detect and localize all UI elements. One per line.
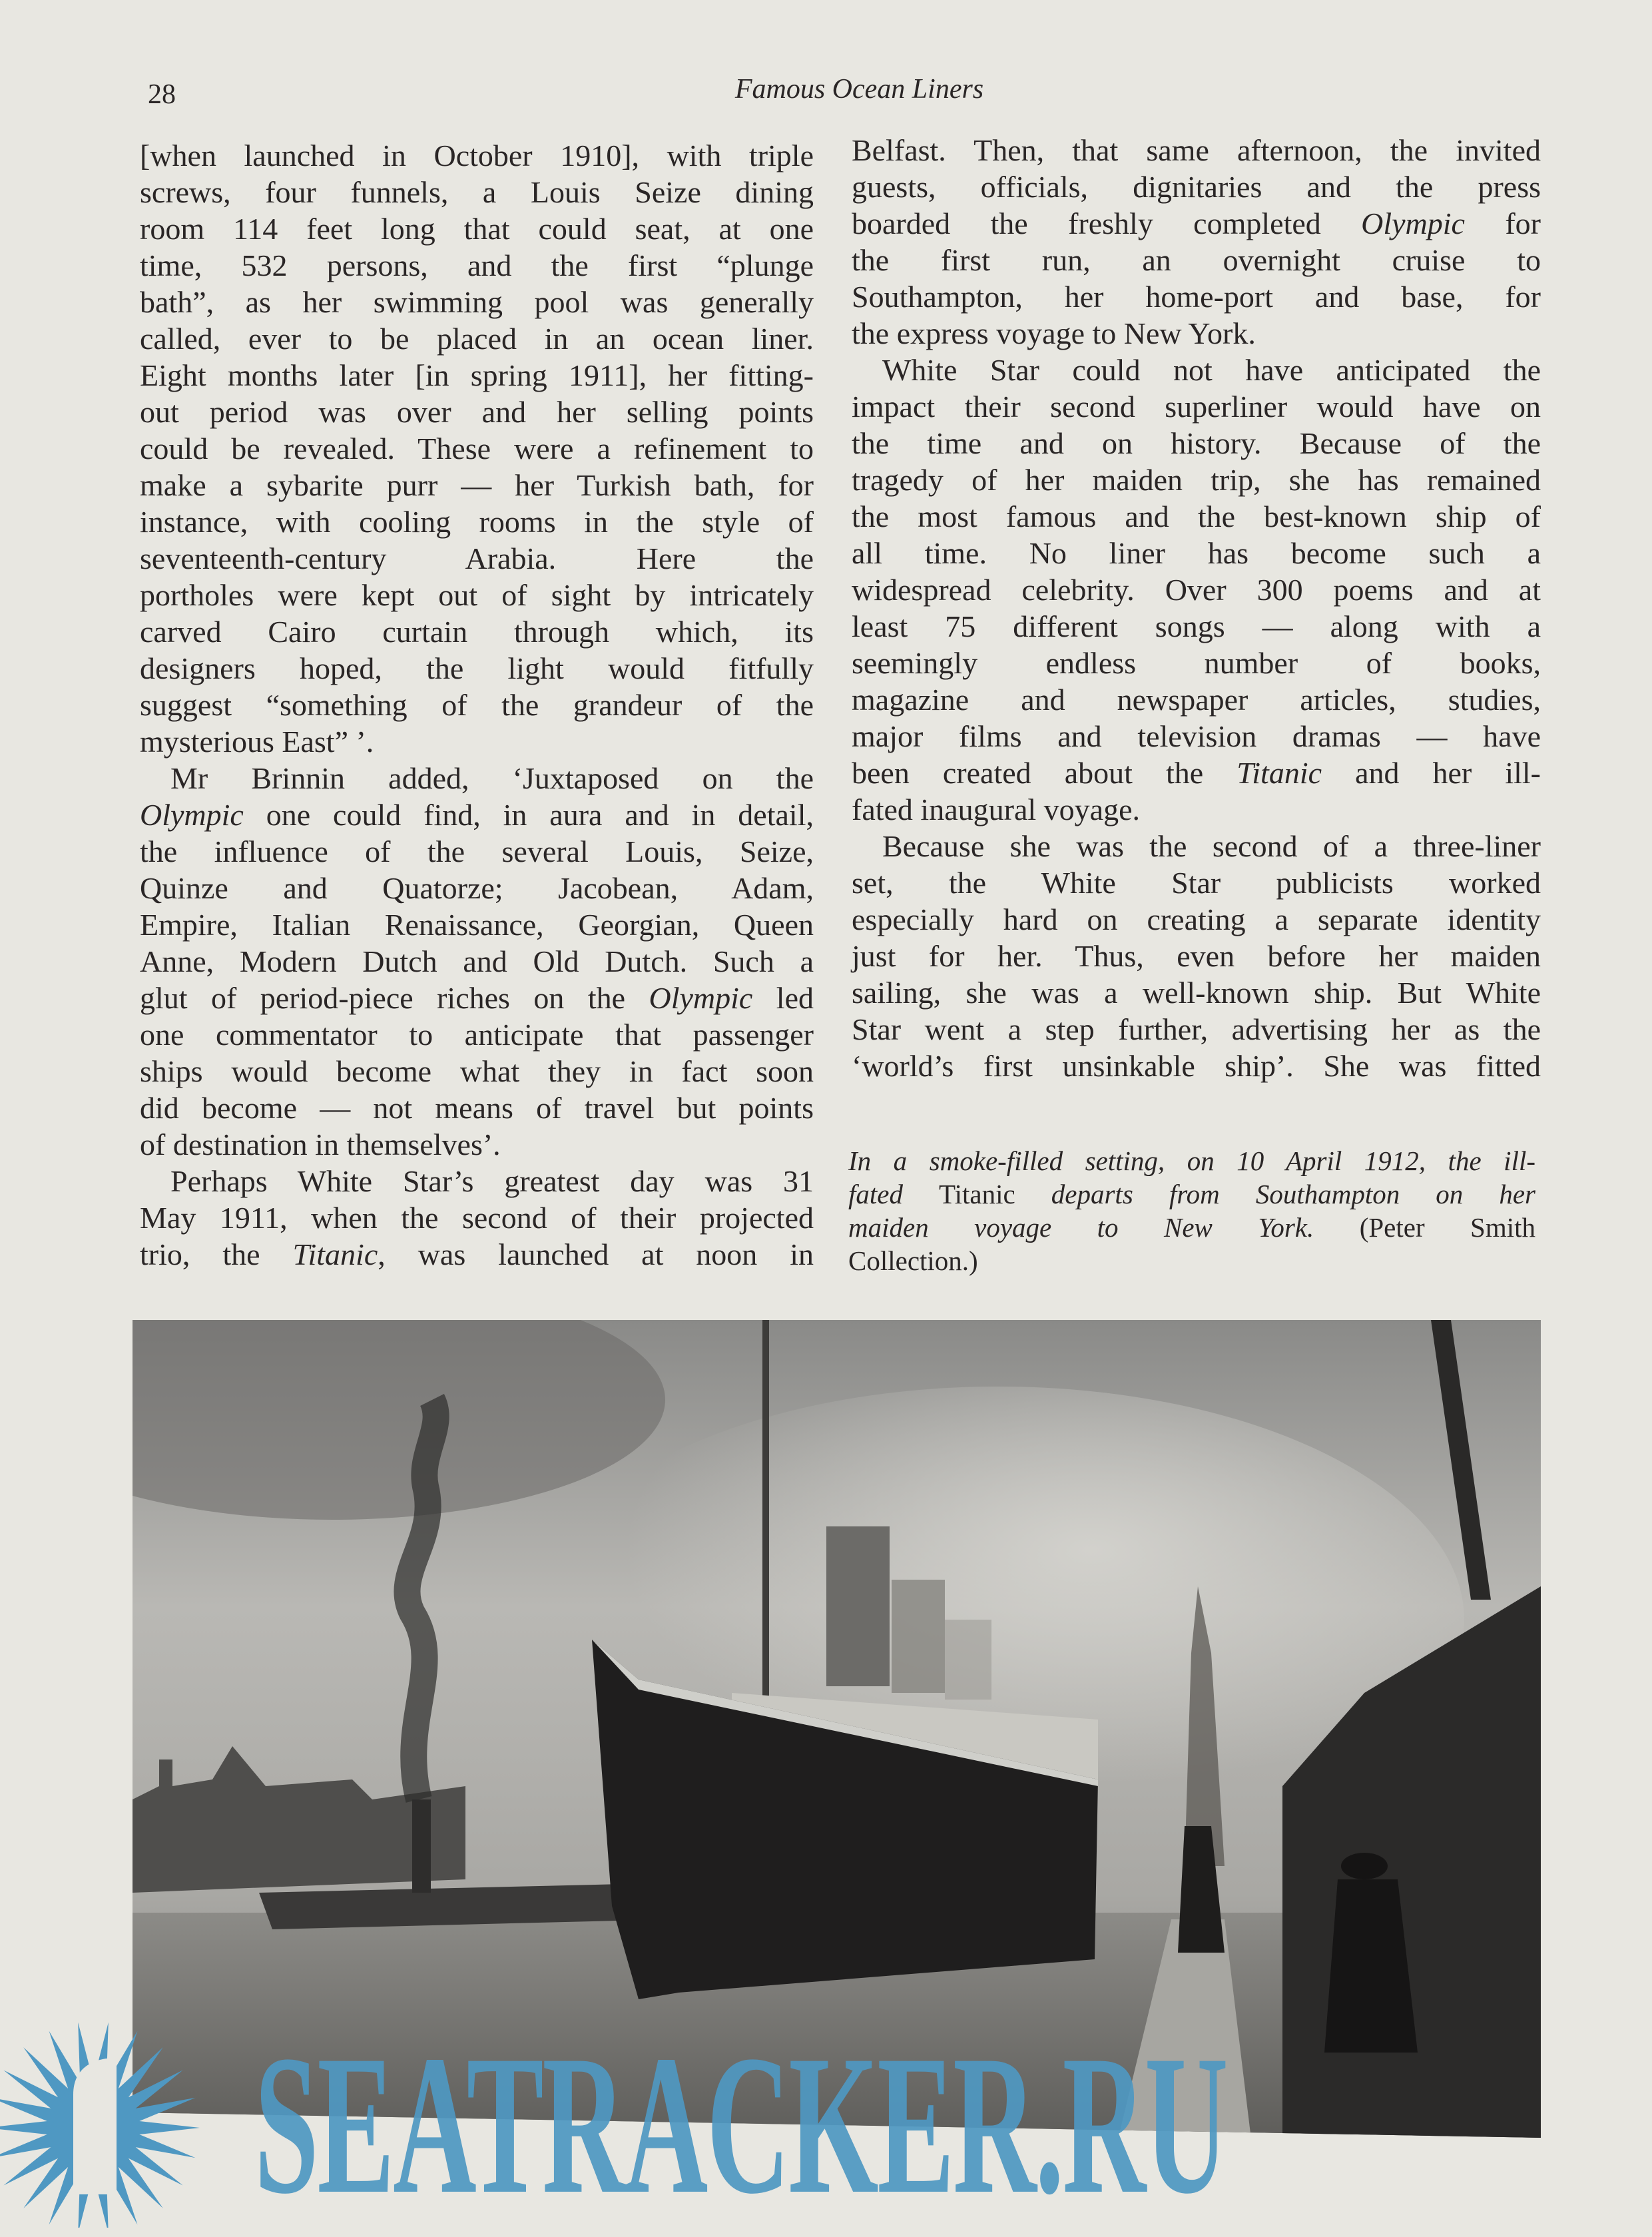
text-line bbox=[140, 577, 814, 613]
text-line bbox=[852, 938, 1541, 974]
text-segment: Eight months later [in spring 1911], her fitting- bbox=[140, 358, 814, 392]
text-line bbox=[848, 1211, 1535, 1244]
text-segment: widespread celebrity. Over 300 poems and at bbox=[852, 573, 1541, 607]
text-line bbox=[852, 242, 1541, 278]
text-segment: [when launched in October 1910], with triple bbox=[140, 139, 814, 172]
text-segment: portholes were kept out of sight by intricately bbox=[140, 578, 814, 612]
text-line bbox=[140, 1163, 814, 1199]
text-line bbox=[140, 540, 814, 577]
text-segment: ‘world’s first unsinkable ship’. She was fitted bbox=[852, 1049, 1541, 1083]
text-line bbox=[140, 650, 814, 687]
text-line bbox=[140, 1199, 814, 1236]
text-segment: one commentator to anticipate that passenger bbox=[140, 1018, 814, 1052]
text-line bbox=[140, 467, 814, 503]
text-line bbox=[852, 1048, 1541, 1084]
text-line bbox=[852, 535, 1541, 571]
text-line bbox=[140, 247, 814, 284]
text-segment: seemingly endless number of books, bbox=[852, 646, 1541, 680]
text-segment: the influence of the several Louis, Seize, bbox=[140, 834, 814, 868]
text-segment: In a smoke-filled setting, on 10 April 1912, the ill- bbox=[848, 1145, 1535, 1176]
text-line bbox=[848, 1244, 1535, 1277]
text-line bbox=[140, 1016, 814, 1053]
text-line bbox=[140, 906, 814, 943]
text-segment: for bbox=[1464, 206, 1541, 240]
text-segment: time, 532 persons, and the first “plunge bbox=[140, 248, 814, 282]
text-segment: did become — not means of travel but points bbox=[140, 1091, 814, 1125]
text-line bbox=[140, 394, 814, 430]
text-segment: , was launched at noon in bbox=[378, 1237, 814, 1271]
text-segment: fated bbox=[848, 1179, 940, 1209]
text-segment: Perhaps White Star’s greatest day was 31 bbox=[170, 1164, 814, 1198]
text-segment: Anne, Modern Dutch and Old Dutch. Such a bbox=[140, 944, 814, 978]
text-line bbox=[852, 828, 1541, 864]
text-segment: mysterious East” ’. bbox=[140, 725, 374, 759]
text-line bbox=[852, 571, 1541, 608]
text-segment: could be revealed. These were a refinement to bbox=[140, 432, 814, 466]
text-line bbox=[852, 132, 1541, 168]
text-line bbox=[140, 284, 814, 320]
text-segment: led bbox=[752, 981, 814, 1015]
text-segment: Titanic bbox=[292, 1237, 378, 1271]
text-segment: guests, officials, dignitaries and the press bbox=[852, 170, 1541, 204]
text-segment: glut of period-piece riches on the bbox=[140, 981, 649, 1015]
text-line bbox=[140, 1126, 814, 1163]
text-segment: departs from Southampton on her bbox=[1015, 1179, 1535, 1209]
text-segment: called, ever to be placed in an ocean liner. bbox=[140, 322, 814, 356]
text-segment: Mr Brinnin added, ‘Juxtaposed on the bbox=[170, 761, 814, 795]
text-line bbox=[140, 503, 814, 540]
text-line bbox=[852, 388, 1541, 425]
text-segment: Star went a step further, advertising her as the bbox=[852, 1012, 1541, 1046]
text-segment: Southampton, her home-port and base, for bbox=[852, 280, 1541, 314]
text-segment: Olympic bbox=[649, 981, 753, 1015]
text-segment: carved Cairo curtain through which, its bbox=[140, 615, 814, 649]
text-line bbox=[140, 1053, 814, 1090]
text-line bbox=[140, 1236, 814, 1273]
text-segment: (Peter Smith bbox=[1314, 1212, 1536, 1243]
text-segment: Titanic bbox=[1237, 756, 1322, 790]
sunburst-logo-icon bbox=[0, 1995, 233, 2228]
text-line bbox=[852, 901, 1541, 938]
text-line bbox=[140, 980, 814, 1016]
text-segment: trio, the bbox=[140, 1237, 293, 1271]
text-segment: designers hoped, the light would fitfully bbox=[140, 651, 814, 685]
text-segment: Olympic bbox=[140, 798, 244, 832]
text-line bbox=[140, 613, 814, 650]
text-line bbox=[852, 315, 1541, 352]
text-line bbox=[140, 797, 814, 833]
text-segment: just for her. Thus, even before her maiden bbox=[852, 939, 1541, 973]
text-segment: Olympic bbox=[1361, 206, 1465, 240]
text-segment: boarded the freshly completed bbox=[852, 206, 1362, 240]
text-line bbox=[852, 718, 1541, 755]
text-line bbox=[852, 755, 1541, 791]
text-segment: the express voyage to New York. bbox=[852, 316, 1256, 350]
text-segment: White Star could not have anticipated the bbox=[882, 353, 1541, 387]
text-line bbox=[852, 278, 1541, 315]
page-number: 28 bbox=[148, 79, 176, 110]
text-line bbox=[852, 168, 1541, 205]
text-segment: Titanic bbox=[939, 1179, 1015, 1209]
text-line bbox=[848, 1144, 1535, 1177]
text-segment: maiden voyage to New York. bbox=[848, 1212, 1314, 1243]
text-line bbox=[140, 357, 814, 394]
text-line bbox=[140, 320, 814, 357]
text-line bbox=[852, 681, 1541, 718]
text-segment: instance, with cooling rooms in the style of bbox=[140, 505, 814, 539]
text-line bbox=[852, 645, 1541, 681]
text-segment: especially hard on creating a separate identity bbox=[852, 902, 1541, 936]
text-line bbox=[140, 137, 814, 174]
text-segment: magazine and newspaper articles, studies, bbox=[852, 683, 1541, 717]
text-line bbox=[140, 723, 814, 760]
text-line bbox=[852, 974, 1541, 1011]
text-segment: ships would become what they in fact soon bbox=[140, 1054, 814, 1088]
text-line bbox=[140, 1090, 814, 1126]
text-segment: Because she was the second of a three-liner bbox=[882, 829, 1541, 863]
text-line bbox=[852, 864, 1541, 901]
text-segment: seventeenth-century Arabia. Here the bbox=[140, 541, 814, 575]
text-segment: make a sybarite purr — her Turkish bath, for bbox=[140, 468, 814, 502]
text-segment: been created about the bbox=[852, 756, 1237, 790]
text-line bbox=[852, 791, 1541, 828]
text-segment: set, the White Star publicists worked bbox=[852, 866, 1541, 900]
text-segment: the first run, an overnight cruise to bbox=[852, 243, 1541, 277]
text-segment: out period was over and her selling points bbox=[140, 395, 814, 429]
photo-caption bbox=[848, 1144, 1535, 1277]
text-line bbox=[852, 498, 1541, 535]
text-segment: least 75 different songs — along with a bbox=[852, 609, 1541, 643]
text-line bbox=[852, 462, 1541, 498]
text-segment: and her ill- bbox=[1322, 756, 1541, 790]
text-segment: bath”, as her swimming pool was generally bbox=[140, 285, 814, 319]
text-line bbox=[140, 943, 814, 980]
text-line bbox=[140, 760, 814, 797]
text-segment: major films and television dramas — have bbox=[852, 719, 1541, 753]
text-line bbox=[140, 210, 814, 247]
left-text-column bbox=[140, 137, 814, 1273]
text-segment: Collection.) bbox=[848, 1245, 978, 1276]
text-segment: Belfast. Then, that same afternoon, the invited bbox=[852, 133, 1541, 167]
text-line bbox=[140, 687, 814, 723]
text-segment: impact their second superliner would have on bbox=[852, 390, 1541, 424]
text-segment: the most famous and the best-known ship of bbox=[852, 499, 1541, 533]
text-line bbox=[848, 1177, 1535, 1211]
text-segment: Empire, Italian Renaissance, Georgian, Queen bbox=[140, 908, 814, 942]
text-segment: all time. No liner has become such a bbox=[852, 536, 1541, 570]
watermark-seatracker: SEATRACKER.RU bbox=[254, 2014, 1227, 2235]
running-title: Famous Ocean Liners bbox=[734, 74, 984, 105]
text-line bbox=[140, 833, 814, 870]
text-segment: suggest “something of the grandeur of the bbox=[140, 688, 814, 722]
text-line bbox=[852, 608, 1541, 645]
text-segment: tragedy of her maiden trip, she has remained bbox=[852, 463, 1541, 497]
text-segment: sailing, she was a well-known ship. But White bbox=[852, 976, 1541, 1010]
text-line bbox=[852, 1011, 1541, 1048]
text-segment: screws, four funnels, a Louis Seize dining bbox=[140, 175, 814, 209]
text-segment: May 1911, when the second of their projected bbox=[140, 1201, 814, 1235]
text-segment: Quinze and Quatorze; Jacobean, Adam, bbox=[140, 871, 814, 905]
right-text-column bbox=[852, 132, 1541, 1084]
text-line bbox=[852, 352, 1541, 388]
text-line bbox=[852, 425, 1541, 462]
text-line bbox=[852, 205, 1541, 242]
text-segment: of destination in themselves’. bbox=[140, 1127, 501, 1161]
text-segment: fated inaugural voyage. bbox=[852, 793, 1140, 826]
text-line bbox=[140, 430, 814, 467]
text-line bbox=[140, 174, 814, 210]
text-segment: room 114 feet long that could seat, at one bbox=[140, 212, 814, 246]
text-line bbox=[140, 870, 814, 906]
text-segment: the time and on history. Because of the bbox=[852, 426, 1541, 460]
text-segment: one could find, in aura and in detail, bbox=[243, 798, 814, 832]
